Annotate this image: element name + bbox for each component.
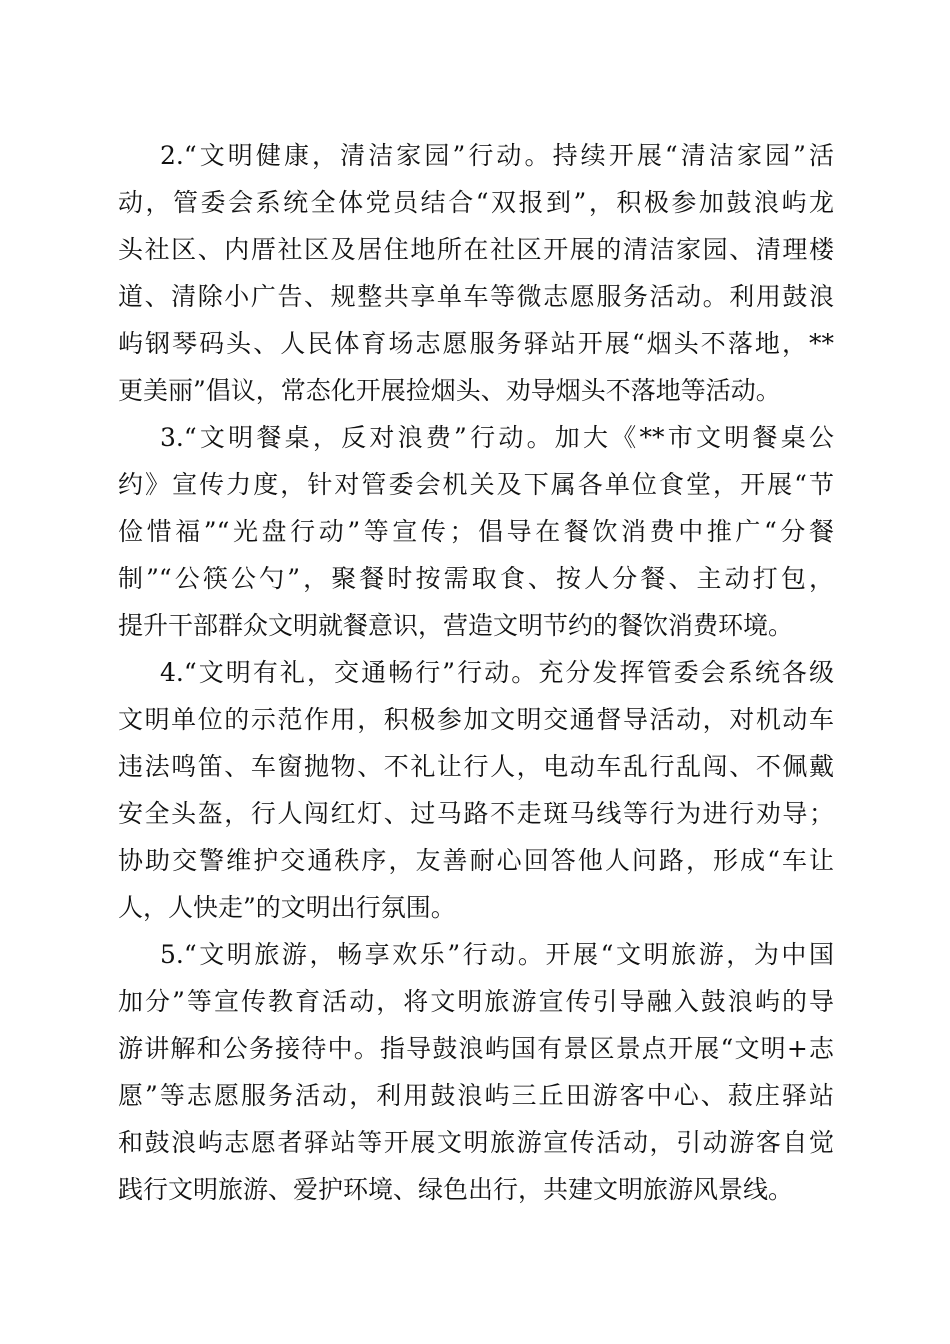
paragraph-line: 安全头盔，行人闯红灯、过马路不走斑马线等行为进行劝导； (118, 799, 834, 828)
paragraph-line: 践行文明旅游、爱护环境、绿色出行，共建文明旅游风景线。 (118, 1175, 794, 1204)
paragraph-civilized-dining (118, 414, 834, 649)
paragraph-line: 违法鸣笛、车窗抛物、不礼让行人，电动车乱行乱闯、不佩戴 (118, 752, 834, 781)
paragraph-line: 4.“文明有礼，交通畅行”行动。充分发挥管委会系统各级 (160, 658, 834, 687)
paragraph-civilized-traffic (118, 649, 834, 931)
paragraph-civilized-tourism (118, 931, 834, 1213)
paragraph-line: 屿钢琴码头、人民体育场志愿服务驿站开展“烟头不落地，** (118, 329, 834, 358)
paragraph-line: 头社区、内厝社区及居住地所在社区开展的清洁家园、清理楼 (118, 235, 834, 264)
paragraph-line: 游讲解和公务接待中。指导鼓浪屿国有景区景点开展“文明+志 (118, 1034, 834, 1063)
paragraph-line: 制”“公筷公勺”，聚餐时按需取食、按人分餐、主动打包， (118, 564, 834, 593)
document-body (118, 132, 834, 1213)
paragraph-clean-home (118, 132, 834, 414)
paragraph-line: 2.“文明健康，清洁家园”行动。持续开展“清洁家园”活 (160, 141, 834, 170)
paragraph-line: 文明单位的示范作用，积极参加文明交通督导活动，对机动车 (118, 705, 834, 734)
paragraph-line: 3.“文明餐桌，反对浪费”行动。加大《**市文明餐桌公 (160, 423, 834, 452)
paragraph-line: 俭惜福”“光盘行动”等宣传；倡导在餐饮消费中推广“分餐 (118, 517, 834, 546)
paragraph-line: 5.“文明旅游，畅享欢乐”行动。开展“文明旅游，为中国 (160, 940, 834, 969)
paragraph-line: 约》宣传力度，针对管委会机关及下属各单位食堂，开展“节 (118, 470, 834, 499)
paragraph-line: 愿”等志愿服务活动，利用鼓浪屿三丘田游客中心、菽庄驿站 (118, 1081, 834, 1110)
paragraph-line: 提升干部群众文明就餐意识，营造文明节约的餐饮消费环境。 (118, 611, 794, 640)
paragraph-line: 协助交警维护交通秩序，友善耐心回答他人问路，形成“车让 (118, 846, 834, 875)
paragraph-line: 道、清除小广告、规整共享单车等微志愿服务活动。利用鼓浪 (118, 282, 834, 311)
paragraph-line: 和鼓浪屿志愿者驿站等开展文明旅游宣传活动，引动游客自觉 (118, 1128, 834, 1157)
paragraph-line: 更美丽”倡议，常态化开展捡烟头、劝导烟头不落地等活动。 (118, 376, 781, 405)
paragraph-line: 加分”等宣传教育活动，将文明旅游宣传引导融入鼓浪屿的导 (118, 987, 834, 1016)
paragraph-line: 人，人快走”的文明出行氛围。 (118, 893, 456, 922)
paragraph-line: 动，管委会系统全体党员结合“双报到”，积极参加鼓浪屿龙 (118, 188, 834, 217)
